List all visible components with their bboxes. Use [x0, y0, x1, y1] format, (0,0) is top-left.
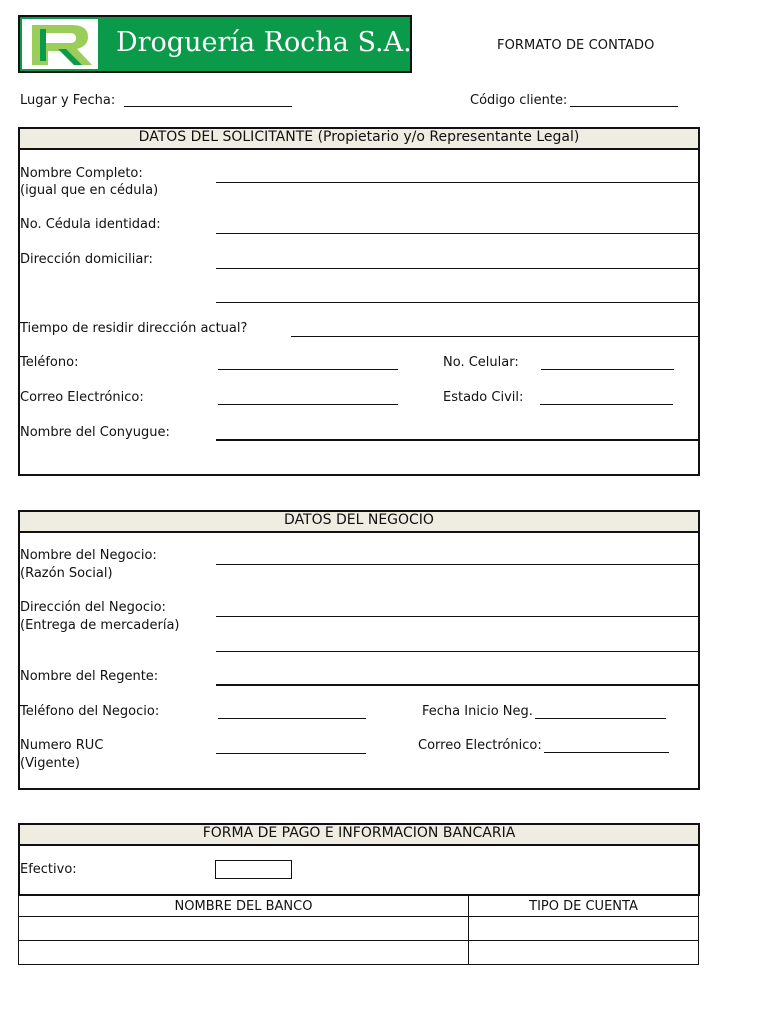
email-field[interactable] [218, 404, 398, 405]
regent-name-label: Nombre del Regente: [20, 669, 159, 684]
regent-name-field[interactable] [216, 684, 698, 686]
residence-time-label: Tiempo de residir dirección actual? [20, 321, 248, 336]
civil-status-label: Estado Civil: [443, 390, 524, 405]
id-number-label: No. Cédula identidad: [20, 217, 161, 232]
business-email-field[interactable] [544, 752, 669, 753]
rocha-r-logo-icon [22, 19, 98, 69]
spouse-name-field[interactable] [216, 439, 698, 441]
business-address-hint: (Entrega de mercadería) [20, 618, 180, 633]
phone-field[interactable] [218, 369, 398, 370]
account-type-cell[interactable] [468, 916, 699, 941]
business-name-label: Nombre del Negocio: [20, 548, 157, 563]
ruc-field[interactable] [216, 753, 366, 754]
full-name-label: Nombre Completo: [20, 166, 143, 181]
business-section-title: DATOS DEL NEGOCIO [20, 512, 698, 533]
residence-time-field[interactable] [291, 336, 698, 337]
home-address-field-2[interactable] [216, 302, 698, 303]
business-address-label: Dirección del Negocio: [20, 600, 166, 615]
ruc-hint: (Vigente) [20, 756, 80, 771]
client-code-field[interactable] [570, 106, 678, 107]
id-number-field[interactable] [216, 233, 698, 234]
business-address-field-2[interactable] [216, 651, 698, 652]
business-phone-label: Teléfono del Negocio: [20, 704, 160, 719]
company-logo [18, 15, 412, 73]
civil-status-field[interactable] [540, 404, 673, 405]
company-name: Droguería Rocha S.A. [116, 27, 412, 58]
phone-label: Teléfono: [20, 355, 79, 370]
business-name-hint: (Razón Social) [20, 566, 113, 581]
start-date-field[interactable] [535, 718, 666, 719]
business-email-label: Correo Electrónico: [418, 738, 542, 753]
mobile-field[interactable] [541, 369, 674, 370]
account-type-cell[interactable] [468, 940, 699, 965]
full-name-field[interactable] [216, 182, 698, 183]
business-name-field[interactable] [216, 564, 698, 565]
payment-section [18, 823, 700, 896]
mobile-label: No. Celular: [443, 355, 519, 370]
applicant-section-title: DATOS DEL SOLICITANTE (Propietario y/o Representante Legal) [20, 129, 698, 150]
home-address-label: Dirección domiciliar: [20, 252, 153, 267]
bank-name-column-header: NOMBRE DEL BANCO [18, 895, 469, 917]
bank-name-cell[interactable] [18, 940, 469, 965]
bank-name-cell[interactable] [18, 916, 469, 941]
ruc-label: Numero RUC [20, 738, 104, 753]
start-date-label: Fecha Inicio Neg. [422, 704, 533, 719]
full-name-hint: (igual que en cédula) [20, 183, 159, 198]
payment-section-title: FORMA DE PAGO E INFORMACION BANCARIA [20, 825, 698, 846]
cash-label: Efectivo: [20, 862, 77, 877]
business-address-field-1[interactable] [216, 616, 698, 617]
bank-table [18, 895, 699, 965]
form-title: FORMATO DE CONTADO [497, 38, 655, 53]
account-type-column-header: TIPO DE CUENTA [468, 895, 699, 917]
business-phone-field[interactable] [218, 718, 366, 719]
cash-checkbox[interactable] [215, 860, 292, 879]
place-date-field[interactable] [124, 106, 292, 107]
email-label: Correo Electrónico: [20, 390, 144, 405]
place-date-label: Lugar y Fecha: [20, 93, 116, 108]
home-address-field-1[interactable] [216, 268, 698, 269]
client-code-label: Código cliente: [470, 93, 568, 108]
spouse-name-label: Nombre del Conyugue: [20, 425, 170, 440]
